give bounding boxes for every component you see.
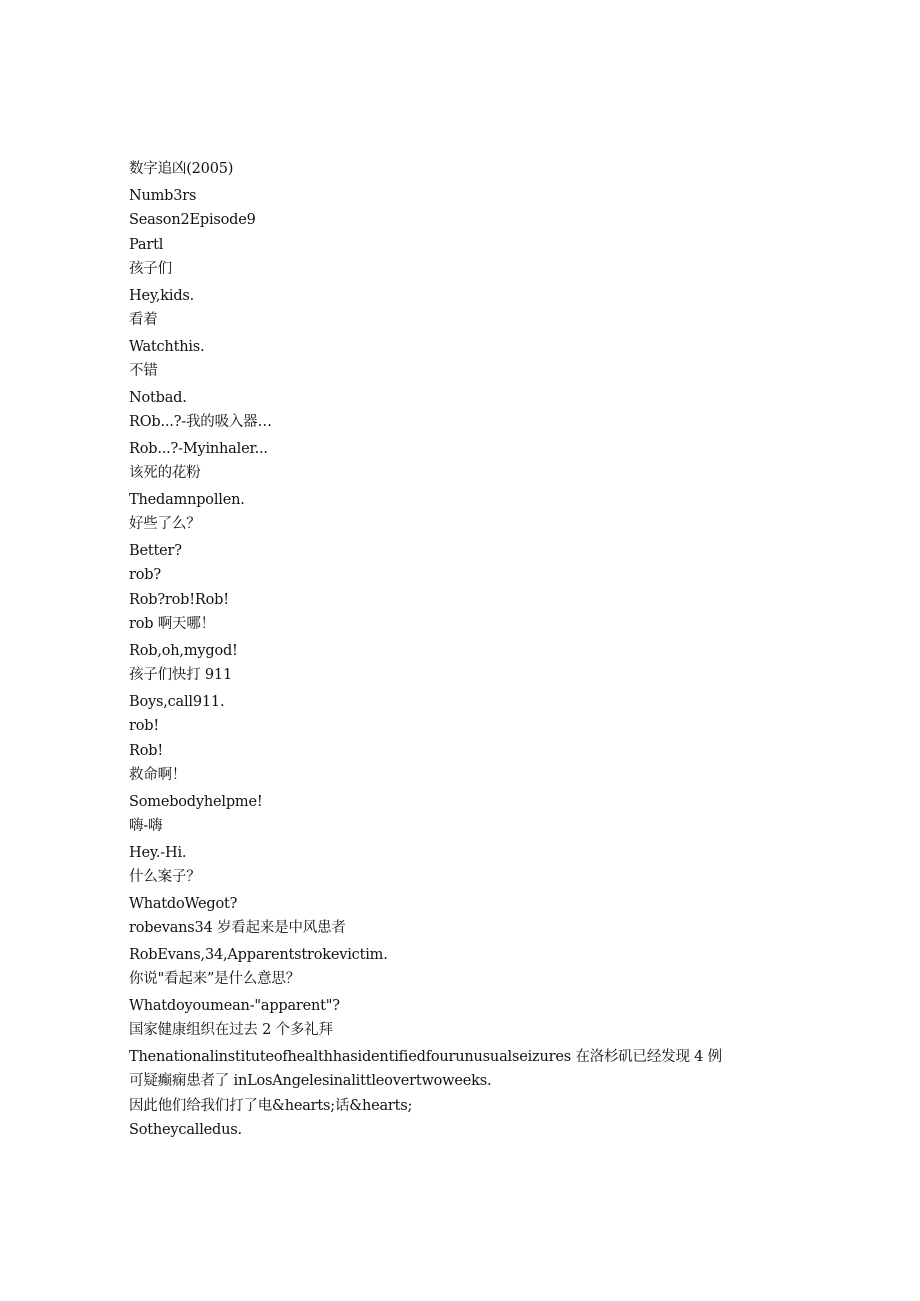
text-line: Season2Episode9 bbox=[129, 212, 256, 228]
text-line: 数字追凶(2005) bbox=[129, 161, 234, 177]
text-line: 孩子们 bbox=[129, 261, 172, 277]
subtitle-transcript bbox=[129, 160, 829, 1146]
text-line: Rob...?-Myinhaler... bbox=[129, 440, 268, 457]
text-line: Whatdoyoumean-"apparent"? bbox=[129, 997, 340, 1014]
text-line: Sotheycalledus. bbox=[129, 1122, 242, 1138]
text-line: Rob! bbox=[129, 742, 163, 759]
text-line: 嗨-嗨 bbox=[129, 818, 163, 834]
text-line: WhatdoWegot? bbox=[129, 895, 238, 912]
text-line: Hey.-Hi. bbox=[129, 844, 187, 861]
text-line: 可疑癫痫患者了 inLosAngelesinalittleovertwoweeks. bbox=[129, 1073, 492, 1089]
text-line: robevans34 岁看起来是中风患者 bbox=[129, 920, 346, 936]
text-line: 你说"看起来”是什么意思？ bbox=[129, 971, 300, 987]
text-line: 国家健康组织在过去 2 个多礼拜 bbox=[129, 1022, 333, 1038]
text-line: rob 啊天哪！ bbox=[129, 616, 215, 632]
text-line: 该死的花粉 bbox=[129, 465, 201, 481]
text-line: Rob?rob!Rob! bbox=[129, 591, 229, 608]
text-line: rob? bbox=[129, 567, 161, 583]
text-line: 不错 bbox=[129, 363, 158, 379]
text-line: 救命啊！ bbox=[129, 767, 187, 783]
text-line: Thenationalinstituteofhealthhasidentifiedfourunusualseizures 在洛杉矶已经发现 4 例 bbox=[129, 1048, 722, 1065]
text-line: Numb3rs bbox=[129, 187, 197, 204]
text-line: Boys,call911. bbox=[129, 693, 225, 710]
text-line: Somebodyhelpme! bbox=[129, 793, 263, 810]
text-line: rob! bbox=[129, 718, 159, 734]
text-line: Hey,kids. bbox=[129, 287, 195, 304]
text-line: 因此他们给我们打了电&hearts;话&hearts; bbox=[129, 1097, 413, 1114]
text-line: RobEvans,34,Apparentstrokevictim. bbox=[129, 946, 388, 963]
text-line: 什么案子？ bbox=[129, 869, 201, 885]
text-line: Partl bbox=[129, 236, 164, 253]
text-line: Watchthis. bbox=[129, 338, 205, 355]
text-line: Rob,oh,mygod! bbox=[129, 642, 238, 659]
text-line: 好些了么？ bbox=[129, 516, 201, 532]
text-line: 孩子们快打 911 bbox=[129, 667, 232, 683]
text-line: ROb...?-我的吸入器… bbox=[129, 414, 272, 430]
text-line: Notbad. bbox=[129, 389, 187, 406]
text-line: Better? bbox=[129, 542, 182, 559]
text-line: Thedamnpollen. bbox=[129, 491, 245, 508]
text-line: 看着 bbox=[129, 312, 158, 328]
